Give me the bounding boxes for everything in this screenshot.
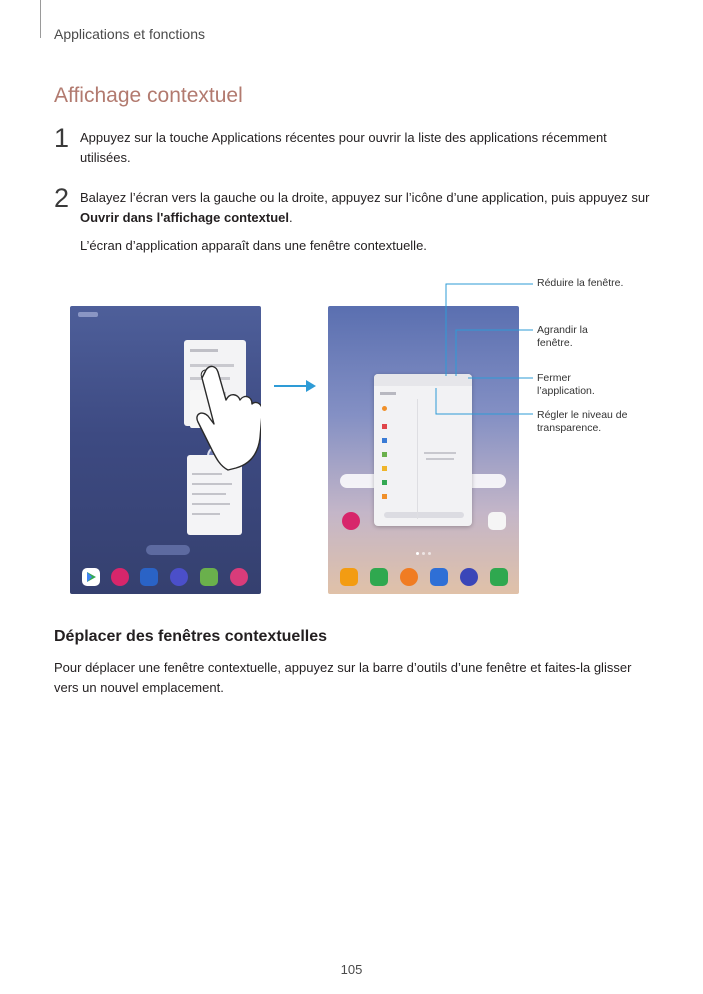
- internet-icon: [460, 568, 478, 586]
- contacts-icon: [400, 568, 418, 586]
- clock-icon: [170, 568, 188, 586]
- step-1-text: Appuyez sur la touche Applications récentes pour ouvrir la liste des applications récemment utilisées.: [80, 130, 607, 165]
- popup-view-screenshot: [328, 306, 519, 594]
- transition-arrow-icon: [272, 378, 318, 394]
- status-bar-hint: [78, 312, 98, 317]
- callout-maximize: Agrandir la fenêtre.: [537, 324, 588, 349]
- gallery-icon: [111, 568, 129, 586]
- callout-transparency: Régler le niveau de transparence.: [537, 409, 628, 434]
- chapter-header: Applications et fonctions: [54, 26, 205, 42]
- section-title: Affichage contextuel: [54, 84, 243, 107]
- close-all-pill: [146, 545, 190, 555]
- step-2-note: L’écran d’application apparaît dans une fenêtre contextuelle.: [80, 238, 427, 253]
- hand-gesture-icon: [192, 362, 261, 472]
- gallery-icon-right: [342, 512, 360, 530]
- email-icon: [340, 568, 358, 586]
- play-store-icon: [82, 568, 100, 586]
- folder-icon: [488, 512, 506, 530]
- popup-window: [374, 374, 472, 526]
- callout-close: Fermer l’application.: [537, 372, 595, 397]
- step-2-text-before: Balayez l’écran vers la gauche ou la droite, appuyez sur l’icône d’une application, puis appuyez sur: [80, 190, 650, 205]
- step-2-number: 2: [54, 183, 70, 213]
- tools-icon: [200, 568, 218, 586]
- page-number: 105: [340, 962, 363, 977]
- popup-toolbar: [374, 374, 472, 386]
- recent-apps-screenshot: [70, 306, 261, 594]
- camera-icon: [140, 568, 158, 586]
- messages-icon: [430, 568, 448, 586]
- calendar-icon: [490, 568, 508, 586]
- callout-minimize: Réduire la fenêtre.: [537, 277, 624, 289]
- header-rule: [40, 0, 41, 38]
- step-2-bold-option: Ouvrir dans l'affichage contextuel: [80, 210, 289, 225]
- subsection-title: Déplacer des fenêtres contextuelles: [54, 628, 328, 645]
- step-2-text: [80, 188, 650, 228]
- store-icon: [230, 568, 248, 586]
- step-2-text-after: .: [288, 210, 293, 225]
- phone-icon: [370, 568, 388, 586]
- step-1-number: 1: [54, 123, 70, 153]
- subsection-body: Pour déplacer une fenêtre contextuelle, appuyez sur la barre d’outils d’une fenêtre et faites-la glisser vers un nouvel emplacement.: [54, 660, 632, 695]
